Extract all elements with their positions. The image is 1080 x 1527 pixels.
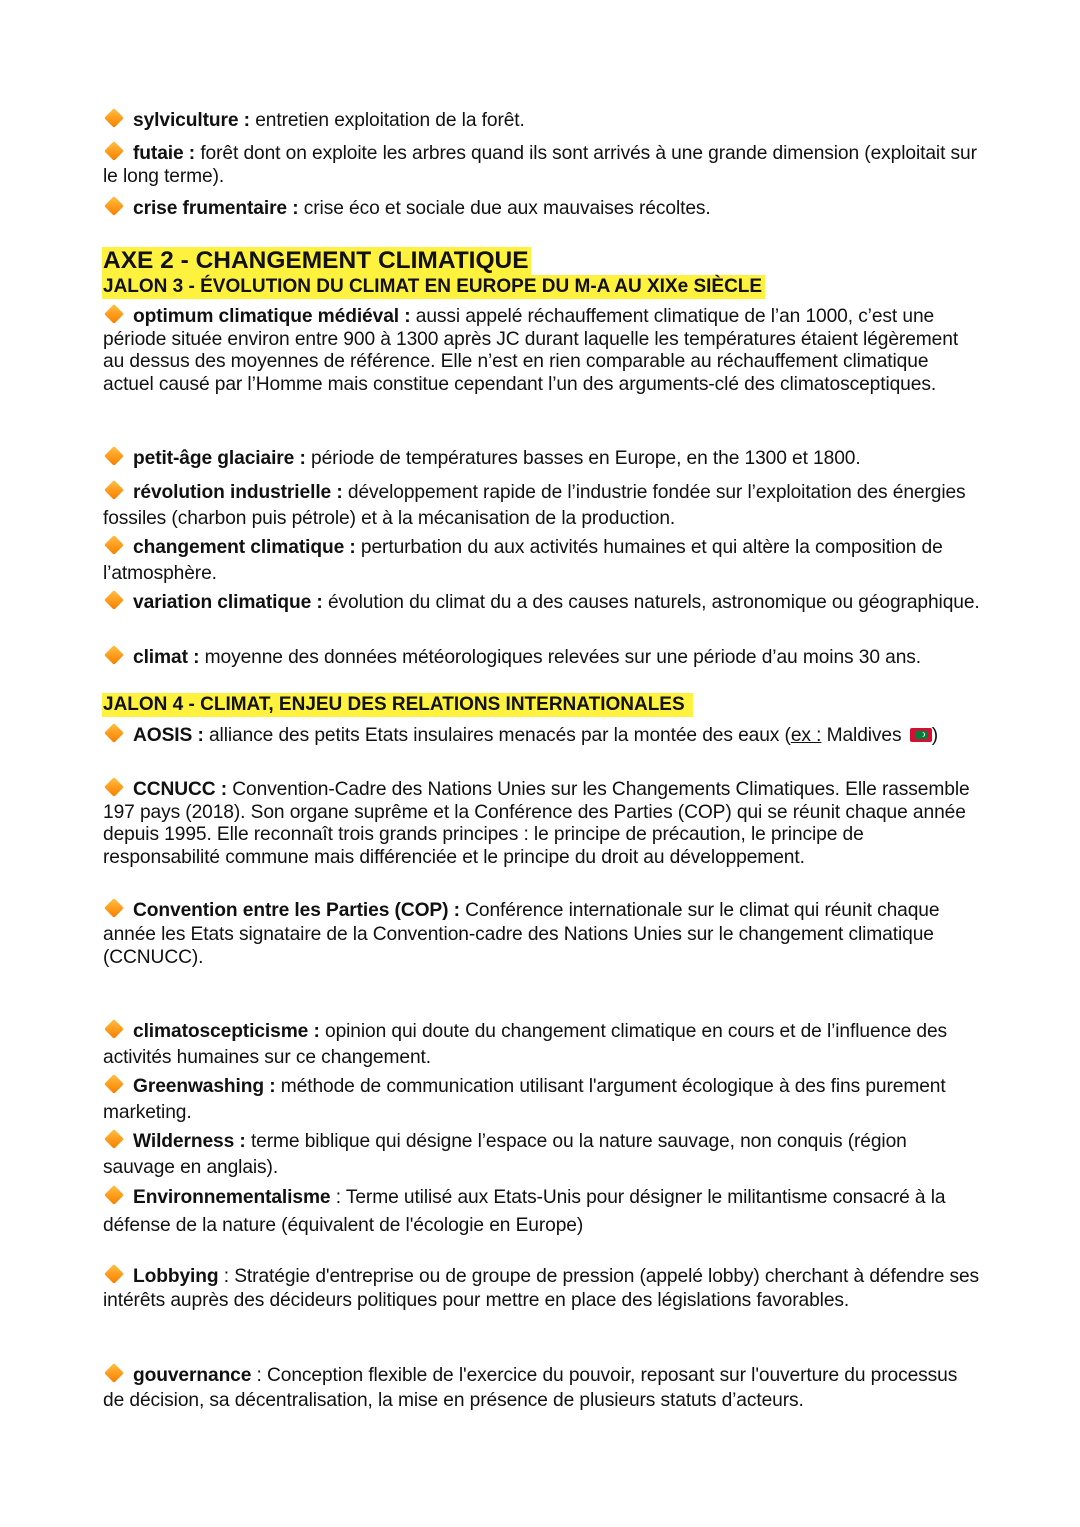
term: crise frumentaire : — [133, 198, 299, 219]
term: Environnementalisme — [133, 1187, 331, 1208]
term: Greenwashing : — [133, 1076, 276, 1097]
term: climatoscepticisme : — [133, 1021, 320, 1042]
definition: Conférence internationale sur le climat qui réunit chaque année les Etats signataire de la Convention-cadre des Nations Unies sur le changement climatique (CCNUCC). — [103, 900, 940, 968]
definition: méthode de communication utilisant l'argument écologique à des fins purement marketing. — [103, 1076, 946, 1123]
term: variation climatique : — [133, 592, 323, 613]
term: sylviculture : — [133, 110, 250, 131]
definition-revolution-industrielle — [103, 480, 983, 532]
orange-diamond-icon — [104, 1129, 124, 1149]
term: climat : — [133, 647, 200, 668]
definition-lobbying — [103, 1265, 983, 1312]
definition: alliance des petits Etats insulaires menacés par la montée des eaux ( — [203, 725, 791, 746]
orange-diamond-icon — [104, 723, 124, 743]
definition: moyenne des données météorologiques relevées sur une période d’au moins 30 ans. — [199, 647, 921, 668]
definition: évolution du climat du a des causes naturels, astronomique ou géographique. — [322, 592, 980, 613]
orange-diamond-icon — [104, 535, 124, 555]
orange-diamond-icon — [104, 480, 124, 500]
definition: aussi appelé réchauffement climatique de l’an 1000, c’est une période située environ entre 900 à 1300 après JC durant laquelle les températures étaient légèrement au dessus des moyennes de référence. Elle n’est en rien comparable au réchauffement climatique actuel causé par l’Homme mais constitue cependant l’un des arguments-clé des climatosceptiques. — [103, 306, 959, 395]
jalon-4-heading: JALON 4 - CLIMAT, ENJEU DES RELATIONS INTERNATIONALES — [102, 693, 693, 717]
orange-diamond-icon — [104, 898, 124, 918]
definition-ccnucc — [103, 779, 983, 869]
orange-diamond-icon — [104, 777, 124, 797]
orange-diamond-icon — [104, 304, 124, 324]
definition-changement-climatique — [103, 535, 983, 587]
definition: opinion qui doute du changement climatique en cours et de l’influence des activités humaines sur ce changement. — [103, 1021, 948, 1068]
orange-diamond-icon — [104, 108, 124, 128]
orange-diamond-icon — [104, 141, 124, 161]
definition-aosis — [103, 724, 1003, 747]
orange-diamond-icon — [104, 1019, 124, 1039]
definition-sylviculture — [103, 109, 983, 132]
definition-gouvernance — [103, 1363, 983, 1413]
term: CCNUCC : — [133, 779, 228, 800]
term: optimum climatique médiéval : — [133, 306, 411, 327]
definition: Convention-Cadre des Nations Unies sur les Changements Climatiques. Elle rassemble 197 pays (2018). Son organe suprême et la Conférence des Parties (COP) qui se réunit chaque année depuis 1995. Elle reconnaît trois grands principes : le principe de précaution, le principe de responsabilité commune mais différenciée et le principe du droit au développement. — [103, 779, 970, 868]
definition-variation-climatique — [103, 590, 983, 616]
definition: perturbation du aux activités humaines et qui altère la composition de l’atmosphère. — [103, 537, 943, 584]
definition: terme biblique qui désigne l’espace ou la nature sauvage, non conquis (région sauvage en anglais). — [103, 1131, 907, 1178]
term: changement climatique : — [133, 537, 356, 558]
definition-greenwashing — [103, 1074, 983, 1126]
term: AOSIS : — [133, 725, 204, 746]
term: révolution industrielle : — [133, 482, 343, 503]
example-value: Maldives — [821, 725, 907, 746]
definition: entretien exploitation de la forêt. — [249, 110, 525, 131]
definition-cop — [103, 899, 983, 970]
definition: développement rapide de l’industrie fondée sur l’exploitation des énergies fossiles (charbon puis pétrole) et à la mécanisation de la production. — [103, 482, 966, 529]
example-label: ex : — [790, 725, 822, 746]
term: petit-âge glaciaire : — [133, 448, 306, 469]
definition-wilderness — [103, 1129, 983, 1181]
orange-diamond-icon — [104, 590, 124, 610]
definition: : Conception flexible de l'exercice du pouvoir, reposant sur l'ouverture du processus de décision, sa décentralisation, la mise en présence de plusieurs statuts d’acteurs. — [103, 1365, 958, 1411]
definition-crise-frumentaire — [103, 197, 983, 220]
definition: période de températures basses en Europe, en the 1300 et 1800. — [305, 448, 861, 469]
definition-climatoscepticisme — [103, 1019, 983, 1071]
term: Wilderness : — [133, 1131, 246, 1152]
definition: crise éco et sociale due aux mauvaises récoltes. — [298, 198, 711, 219]
definition-futaie — [103, 142, 983, 188]
closing-paren: ) — [931, 725, 939, 746]
orange-diamond-icon — [104, 196, 124, 216]
definition: : Terme utilisé aux Etats-Unis pour désigner le militantisme consacré à la défense de la nature (équivalent de l'écologie en Europe) — [103, 1187, 946, 1236]
orange-diamond-icon — [104, 1074, 124, 1094]
orange-diamond-icon — [104, 446, 124, 466]
term: Lobbying — [133, 1266, 219, 1287]
definition-petit-age-glaciaire — [103, 447, 983, 470]
definition: : Stratégie d'entreprise ou de groupe de pression (appelé lobby) cherchant à défendre ses intérêts auprès des décideurs politiques pour mettre en place des législations favorables. — [103, 1266, 980, 1311]
definition-environnementalisme — [103, 1184, 993, 1240]
orange-diamond-icon — [104, 1185, 124, 1205]
orange-diamond-icon — [104, 1363, 124, 1383]
orange-diamond-icon — [104, 645, 124, 665]
definition-optimum-climatique — [103, 306, 983, 396]
term: Convention entre les Parties (COP) : — [133, 900, 460, 921]
maldives-flag-icon — [910, 728, 932, 742]
term: gouvernance — [133, 1365, 252, 1386]
axe-heading: AXE 2 - CHANGEMENT CLIMATIQUE — [103, 247, 529, 274]
term: futaie : — [133, 143, 196, 164]
jalon-3-heading: JALON 3 - ÉVOLUTION DU CLIMAT EN EUROPE DU M-A AU XIXe SIÈCLE — [102, 275, 765, 299]
orange-diamond-icon — [104, 1264, 124, 1284]
definition-climat — [103, 646, 983, 669]
definition: forêt dont on exploite les arbres quand ils sont arrivés à une grande dimension (exploitait sur le long terme). — [103, 143, 977, 187]
